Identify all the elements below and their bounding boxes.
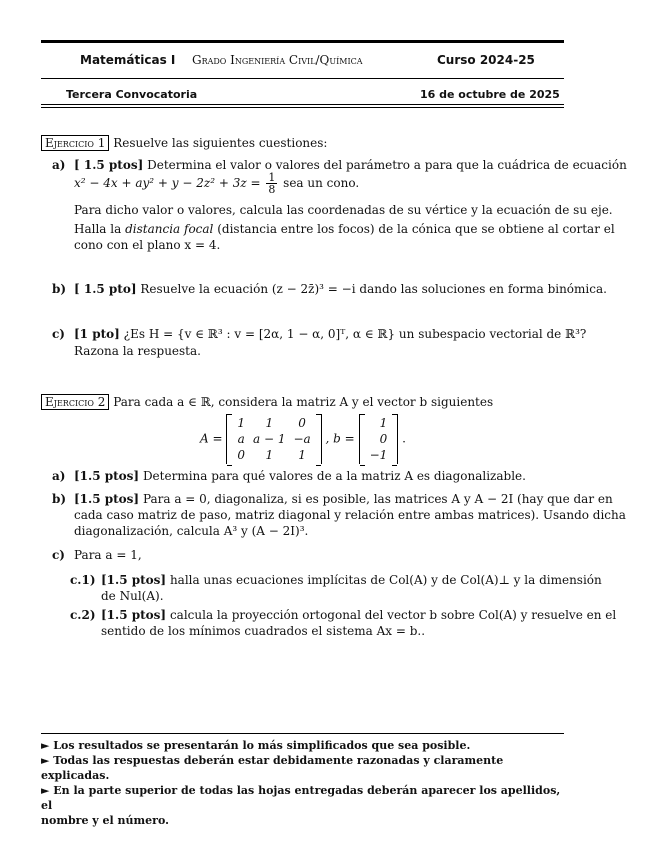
A-cell: 1 bbox=[265, 448, 274, 462]
header-rule-middle bbox=[41, 78, 564, 79]
matrix-end: . bbox=[402, 431, 406, 446]
footer-note-2: ► Todas las respuestas deberán estar debidamente razonadas y claramente explicadas. bbox=[41, 754, 504, 782]
ex2-b-points: [1.5 ptos] bbox=[74, 492, 140, 506]
ex1-a-frac-num: 1 bbox=[268, 171, 276, 184]
exam-date: 16 de octubre de 2025 bbox=[420, 88, 560, 101]
ex1-a-line1: Determina el valor o valores del parámetro a para que la cuádrica de ecuación bbox=[147, 158, 627, 172]
footer-rule bbox=[41, 733, 564, 734]
footer-note-3b: nombre y el número. bbox=[41, 814, 169, 827]
vector-b bbox=[359, 414, 399, 464]
ex1-a-equation: x² − 4x + ay² + y − 2z² + 3z = bbox=[74, 176, 261, 190]
A-cell: 0 bbox=[298, 416, 306, 430]
exercise-2-intro: Para cada a ∈ ℝ, considera la matriz A y el vector b siguientes bbox=[113, 395, 494, 409]
ex1-a-p2: Para dicho valor o valores, calcula las coordenadas de su vértice y la ecuación de su eje. bbox=[74, 203, 613, 217]
vector-b-name: , b = bbox=[325, 431, 355, 446]
ex1-a-p3-post: (distancia entre los focos) de la cónica que se obtiene al cortar el bbox=[217, 222, 615, 236]
exercise-2-label: Ejercicio 2 bbox=[41, 394, 109, 410]
ex1-c-line2: Razona la respuesta. bbox=[74, 344, 201, 358]
footer-notes bbox=[41, 738, 565, 828]
ex2-b-line1: Para a = 0, diagonaliza, si es posible, las matrices A y A − 2I (hay que dar en bbox=[142, 492, 613, 506]
b-cell: −1 bbox=[369, 448, 388, 462]
header-rule-top bbox=[41, 40, 564, 43]
ex1-c-label: c) bbox=[52, 327, 65, 341]
ex2-c2-line2: sentido de los mínimos cuadrados el sistema Ax = b.. bbox=[101, 624, 426, 638]
A-cell: 1 bbox=[265, 416, 274, 430]
ex2-a-label: a) bbox=[52, 469, 66, 483]
ex2-c1-label: c.1) bbox=[70, 573, 96, 587]
ex1-a-fraction bbox=[266, 172, 277, 195]
matrix-block bbox=[200, 414, 406, 464]
ex2-c2-label: c.2) bbox=[70, 608, 96, 622]
b-cell: 0 bbox=[379, 432, 388, 446]
ex2-c2-points: [1.5 ptos] bbox=[101, 608, 167, 622]
matrix-A bbox=[226, 414, 321, 464]
footer-note-1: ► Los resultados se presentarán lo más simplificados que sea posible. bbox=[41, 739, 471, 752]
header-rule-bottom-1 bbox=[41, 104, 564, 105]
ex1-a-eq-tail: sea un cono. bbox=[283, 176, 360, 190]
course-year: Curso 2024-25 bbox=[437, 53, 535, 67]
degree-title: Grado Ingeniería Civil/Química bbox=[192, 53, 363, 67]
matrix-A-name: A = bbox=[200, 431, 223, 446]
ex1-c-points: [1 pto] bbox=[74, 327, 120, 341]
ex1-a-label: a) bbox=[52, 158, 66, 172]
ex1-b-points: [ 1.5 pto] bbox=[74, 282, 137, 296]
ex1-a-p3-pre: Halla la bbox=[74, 222, 122, 236]
ex1-b-label: b) bbox=[52, 282, 67, 296]
A-cell: 0 bbox=[237, 448, 246, 462]
ex2-b-label: b) bbox=[52, 492, 67, 506]
A-cell: 1 bbox=[298, 448, 306, 462]
ex1-c-text: ¿Es H = {v ∈ ℝ³ : v = [2α, 1 − α, 0]ᵀ, α ∈ ℝ} un subespacio vectorial de ℝ³? bbox=[123, 327, 587, 341]
exercise-1-label: Ejercicio 1 bbox=[41, 135, 109, 151]
ex2-c-text: Para a = 1, bbox=[74, 548, 142, 562]
ex1-a-p3-em: distancia focal bbox=[125, 222, 214, 236]
exam-session: Tercera Convocatoria bbox=[66, 88, 198, 101]
A-cell: a bbox=[237, 432, 245, 446]
A-cell: −a bbox=[293, 432, 311, 446]
ex2-b-line3: diagonalización, calcula A³ y (A − 2I)³. bbox=[74, 524, 309, 538]
header-rule-bottom-2 bbox=[41, 107, 564, 108]
A-cell: a − 1 bbox=[253, 432, 286, 446]
ex1-a-points: [ 1.5 ptos] bbox=[74, 158, 144, 172]
ex2-b-line2: cada caso matriz de paso, matriz diagonal y relación entre ambas matrices). Usando dicha bbox=[74, 508, 626, 522]
ex2-a-text: Determina para qué valores de a la matriz A es diagonalizable. bbox=[142, 469, 526, 483]
ex2-c1-line1: halla unas ecuaciones implícitas de Col(A) y de Col(A)⊥ y la dimensión bbox=[169, 573, 602, 587]
ex2-c1-points: [1.5 ptos] bbox=[101, 573, 167, 587]
b-cell: 1 bbox=[379, 416, 388, 430]
ex1-a-p3-line2: cono con el plano x = 4. bbox=[74, 238, 221, 252]
ex1-a-frac-den: 8 bbox=[268, 183, 276, 196]
footer-note-3a: ► En la parte superior de todas las hojas entregadas deberán aparecer los apellidos, el bbox=[41, 784, 561, 812]
ex2-c1-line2: de Nul(A). bbox=[101, 589, 164, 603]
ex2-c-label: c) bbox=[52, 548, 65, 562]
ex2-a-points: [1.5 ptos] bbox=[74, 469, 140, 483]
ex2-c2-line1: calcula la proyección ortogonal del vector b sobre Col(A) y resuelve en el bbox=[169, 608, 617, 622]
subject-title: Matemáticas I bbox=[80, 53, 176, 67]
A-cell: 1 bbox=[237, 416, 246, 430]
exercise-1-intro: Resuelve las siguientes cuestiones: bbox=[113, 136, 328, 150]
ex1-b-text: Resuelve la ecuación (z − 2z̄)³ = −i dando las soluciones en forma binómica. bbox=[140, 282, 607, 296]
